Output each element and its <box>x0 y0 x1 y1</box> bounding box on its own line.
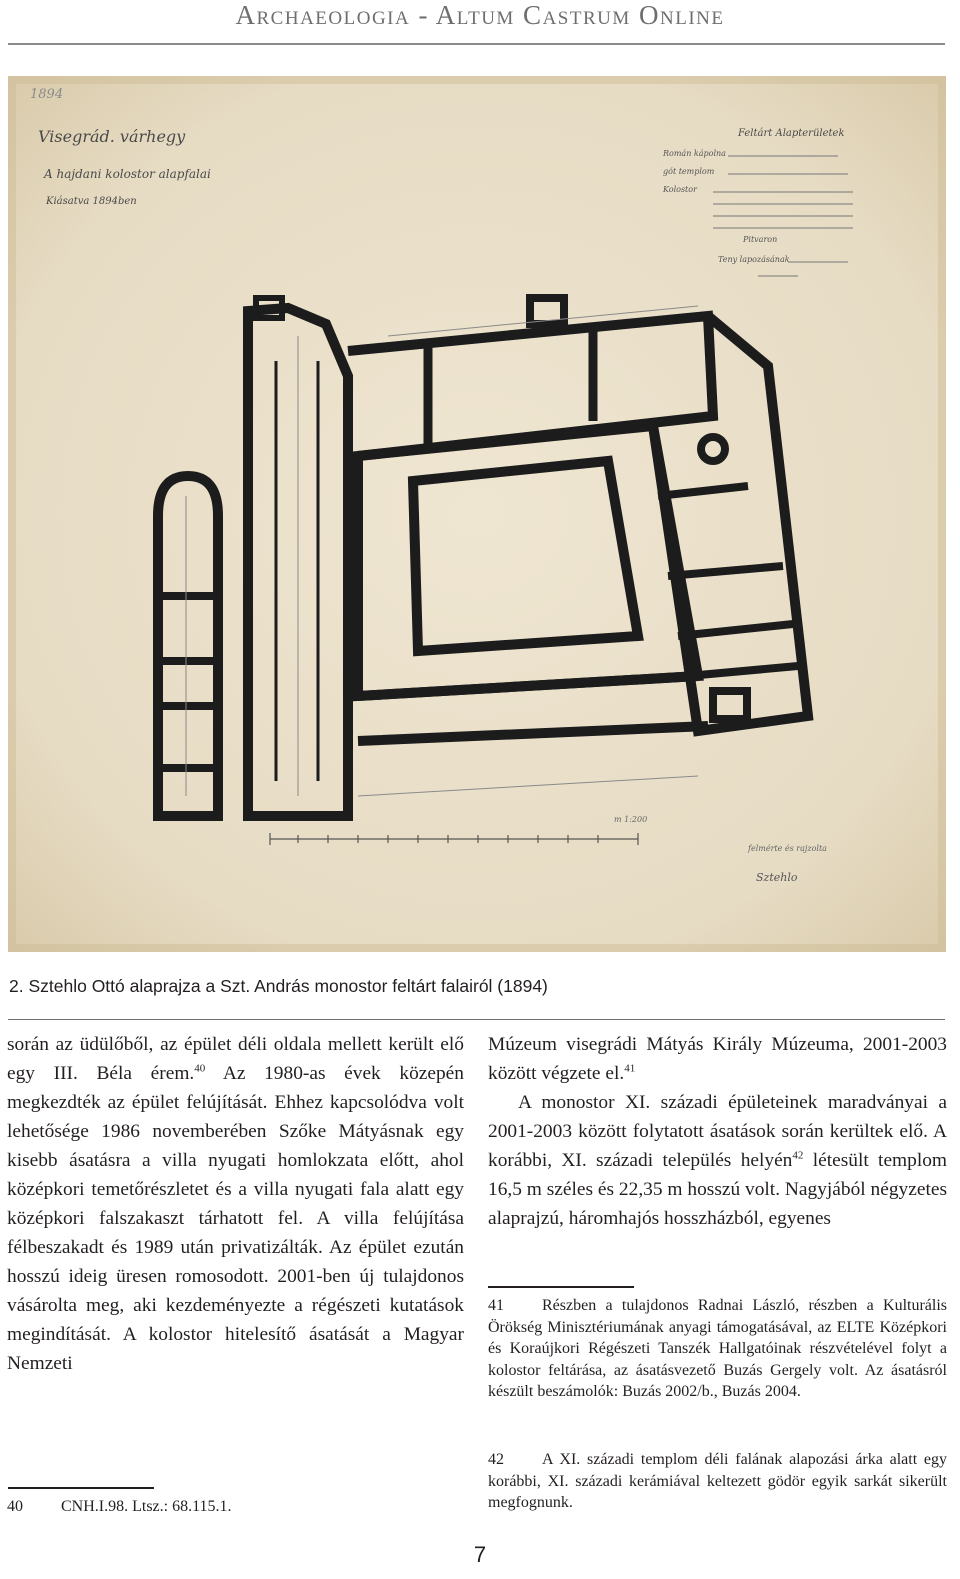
footnote-41 <box>488 1295 947 1403</box>
footnote-40 <box>7 1496 464 1518</box>
annotation-date: 1894 <box>30 87 64 102</box>
figure-caption: 2. Sztehlo Ottó alaprajza a Szt. András monostor feltárt falairól (1894) <box>9 976 548 996</box>
legend-line-3: Kolostor <box>663 185 697 194</box>
footnote-ref-40: 40 <box>194 1062 206 1075</box>
left-para-text-1: során az üdülőből, az épület déli oldala mellett került elő egy III. Béla érem. <box>7 1034 464 1084</box>
footnote-41-number: 41 <box>488 1297 504 1314</box>
right-para2-text-2: létesült templom 16,5 m széles és 22,35 m hosszú volt. Nagyjából négyzetes alaprajzú, háromhajós hosszházból, egyenes <box>488 1150 947 1229</box>
annotation-title-3: Kiásatva 1894ben <box>46 196 137 207</box>
scale-label: m 1:200 <box>614 815 648 824</box>
footnote-rule-left <box>8 1487 154 1489</box>
right-para1-text: Múzeum visegrádi Mátyás Király Múzeuma, 2001-2003 között végzete el. <box>488 1034 947 1084</box>
footnote-40-text: CNH.I.98. Ltsz.: 68.115.1. <box>61 1498 232 1515</box>
footnote-42-text: A XI. századi templom déli falának alapozási árka alatt egy korábbi, XI. századi kerámiával keltezett gödör egyik sarkát sikerült megfognunk. <box>488 1451 947 1512</box>
legend-heading: Feltárt Alapterületek <box>738 128 845 139</box>
right-paragraph-1 <box>488 1030 947 1088</box>
footnote-40-number: 40 <box>7 1498 23 1515</box>
annotation-title-1: Visegrád. várhegy <box>38 127 186 146</box>
legend-line-1: Román kápolna <box>663 149 726 158</box>
floor-plan-drawing <box>8 76 946 952</box>
left-column <box>7 1030 464 1378</box>
footnote-ref-41: 41 <box>624 1062 636 1075</box>
legend-line-2: gót templom <box>663 167 715 176</box>
paper-sheet <box>8 76 946 952</box>
annotation-title-2: A hajdani kolostor alapfalai <box>44 167 211 181</box>
right-column <box>488 1030 947 1233</box>
footnote-ref-42: 42 <box>792 1149 804 1162</box>
right-para2-text-1: A monostor XI. századi épületeinek maradványai a 2001-2003 között folytatott ásatások során kerültek elő. A korábbi, XI. századi település helyén <box>488 1092 947 1171</box>
legend-line-4: Pitvaron <box>743 235 778 244</box>
footnote-42-number: 42 <box>488 1451 504 1468</box>
footnote-rule-right <box>488 1286 634 1288</box>
footnote-41-text: Részben a tulajdonos Radnai László, részben a Kulturális Örökség Minisztériumának anyagi támogatásával, az ELTE Középkori és Koraújkori Régészeti Tanszék Hallgatóinak részvételével folyt a kolostor feltárása, az ásatásvezető Buzás Gergely volt. Az ásatásról készült beszámolók: Buzás 2002/b., Buzás 2004. <box>488 1297 947 1401</box>
left-paragraph <box>7 1030 464 1378</box>
left-para-text-2: Az 1980-as évek közepén megkezdték az épület felújítását. Ehhez kapcsolódva volt lehetősége 1986 novemberében Szőke Mátyásnak egy kisebb ásatásra a villa nyugati homlokzata előtt, ahol középkori temetőrészletet és a villa nyugati fala alatt egy középkori falszakaszt tárhatott fel. A villa felújítása félbeszakadt és 1989 után privatizálták. Az épület ezután hosszú ideig üresen romosodott. 2001-ben új tulajdonos vásárolta meg, aki kezdeményezte a régészeti kutatások megindítását. A kolostor hitelesítő ásatását a Magyar Nemzeti <box>7 1063 464 1374</box>
signature: Sztehlo <box>756 871 798 884</box>
legend-line-5: Teny lapozásának <box>718 255 790 264</box>
page-number: 7 <box>473 1542 487 1567</box>
caption-rule <box>8 1019 945 1020</box>
right-paragraph-2 <box>488 1088 947 1233</box>
running-head: Archaeologia - Altum Castrum Online <box>235 0 725 30</box>
footnote-42 <box>488 1449 947 1514</box>
scale-note: felmérte és rajzolta <box>748 844 827 853</box>
figure-floor-plan <box>8 76 946 952</box>
header-rule <box>8 43 945 45</box>
